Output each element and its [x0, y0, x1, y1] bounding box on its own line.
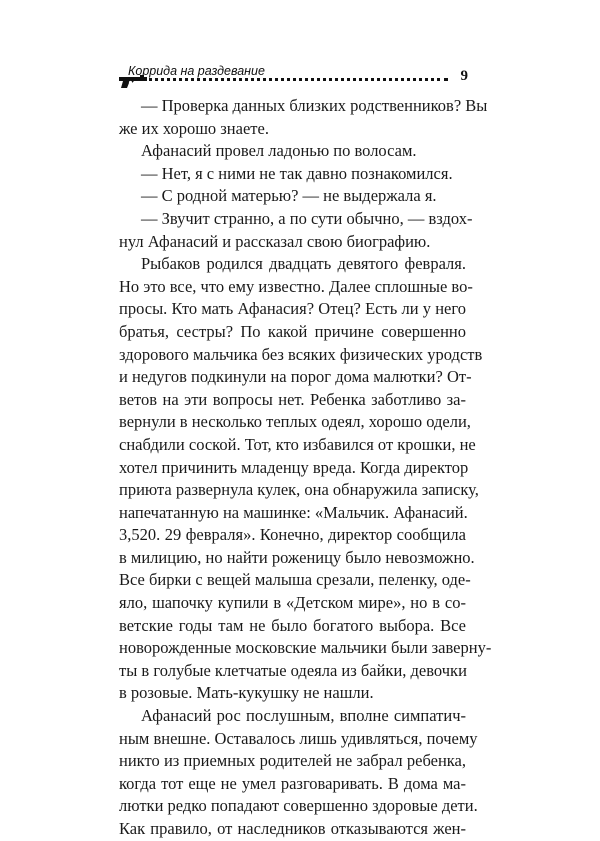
paragraph [119, 185, 466, 208]
text-line: когда тот еще не умел разговаривать. В дома ма- [119, 773, 466, 793]
text-line: Но это все, что ему известно. Далее сплошные во- [119, 276, 473, 296]
text-line: в розовые. Мать-кукушку не нашли. [119, 683, 374, 703]
text-line: приюта развернула кулек, она обнаружила записку, [119, 480, 479, 500]
text-line: — Нет, я с ними не так давно познакомился. [141, 163, 453, 183]
text-line: Все бирки с вещей малыша срезали, пеленку, оде- [119, 570, 471, 590]
text-line: просы. Кто мать Афанасия? Отец? Есть ли у него [119, 299, 466, 319]
text-line: — С родной матерью? — не выдержала я. [141, 186, 437, 206]
paragraph [119, 163, 466, 186]
text-line: здорового мальчика без всяких физических уродств [119, 344, 483, 364]
text-line: 3,520. 29 февраля». Конечно, директор сообщила [119, 525, 466, 545]
text-line: Рыбаков родился двадцать девятого февраля. [141, 254, 466, 274]
text-line: напечатанную на машинке: «Мальчик. Афанасий. [119, 502, 468, 522]
running-header [118, 64, 468, 90]
text-line: вернули в несколько теплых одеял, хорошо одели, [119, 412, 471, 432]
text-line: ты в голубые клетчатые одеяла из байки, девочки [119, 660, 467, 680]
text-line: братья, сестры? По какой причине совершенно [119, 321, 466, 341]
text-line: нул Афанасий и рассказал свою биографию. [119, 231, 431, 251]
running-title: Коррида на раздевание [128, 64, 265, 78]
page-number: 9 [460, 68, 468, 84]
text-line: снабдили соской. Тот, кто избавился от крошки, не [119, 434, 476, 454]
text-line: никто из приемных родителей не забрал ребенка, [119, 751, 466, 771]
text-line: в милицию, но найти роженицу было невозможно. [119, 547, 475, 567]
text-line: яло, шапочку купили в «Детском мире», но в со- [119, 593, 466, 613]
text-line: лютки редко попадают совершенно здоровые дети. [119, 796, 478, 816]
text-line: ветские годы там не было богатого выбора. Все [119, 615, 466, 635]
dotted-rule [142, 78, 448, 81]
text-line: новорожденные московские мальчики были заверну- [119, 638, 492, 658]
paragraph [119, 95, 488, 140]
text-line: — Проверка данных близких родственников? Вы [141, 96, 488, 115]
paragraph [119, 140, 466, 163]
text-line: Афанасий рос послушным, вполне симпатич- [141, 706, 466, 726]
text-line: ным внешне. Оставалось лишь удивляться, почему [119, 728, 478, 748]
paragraph [119, 253, 492, 705]
paragraph [119, 705, 478, 841]
text-line: хотел причинить младенцу вреда. Когда директор [119, 457, 469, 477]
text-line: — Звучит странно, а по сути обычно, — вздох- [141, 208, 473, 228]
text-line: ветов на эти вопросы нет. Ребенка заботливо за- [119, 389, 466, 409]
text-line: же их хорошо знаете. [119, 118, 269, 138]
text-line: Афанасий провел ладонью по волосам. [141, 141, 417, 161]
body-text [119, 95, 492, 841]
paragraph [119, 208, 473, 253]
text-line: и недугов подкинули на порог дома малютки? От- [119, 367, 472, 387]
text-line: Как правило, от наследников отказываются жен- [119, 819, 466, 838]
